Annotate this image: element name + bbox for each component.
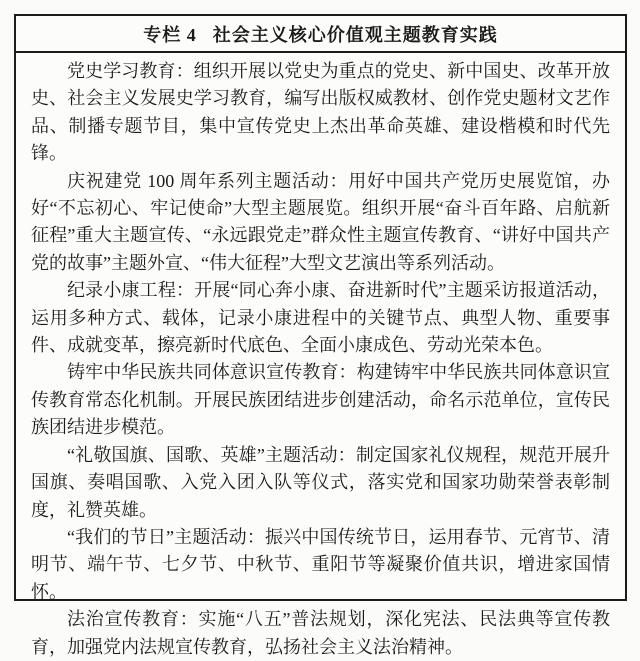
column-body	[16, 53, 625, 661]
paragraph-law-publicity-education: 法治宣传教育：实施“八五”普法规划，深化宪法、民法典等宣传教育，加强党内法规宣传教育，弘扬社会主义法治精神。	[31, 609, 610, 657]
column-label: 专栏 4	[143, 24, 197, 45]
column-box	[14, 14, 627, 657]
column-header	[16, 16, 625, 53]
column-title: 社会主义核心价值观主题教育实践	[212, 24, 498, 45]
paragraph-our-festivals-activities: “我们的节日”主题活动：振兴中国传统节日，运用春节、元宵节、清明节、端午节、七夕节、中秋节、重阳节等凝聚价值共识，增进家国情怀。	[31, 526, 610, 602]
paragraph-party-history-education: 党史学习教育：组织开展以党史为重点的党史、新中国史、改革开放史、社会主义发展史学习教育，编写出版权威教材、创作党史题材文艺作品、制播专题节目，集中宣传党史上杰出革命英雄、建设楷模和时代先锋。	[31, 61, 610, 164]
paragraph-flag-anthem-heroes-activities: “礼敬国旗、国歌、英雄”主题活动：制定国家礼仪规程，规范开展升国旗、奏唱国歌、入党入团入队等仪式，落实党和国家功勋荣誉表彰制度，礼赞英雄。	[31, 444, 610, 520]
paragraph-ethnic-unity-education: 铸牢中华民族共同体意识宣传教育：构建铸牢中华民族共同体意识宣传教育常态化机制。开展民族团结进步创建活动，命名示范单位，宣传民族团结进步模范。	[31, 362, 610, 438]
paragraph-centenary-theme-activities: 庆祝建党 100 周年系列主题活动：用好中国共产党历史展览馆，办好“不忘初心、牢记使命”大型主题展览。组织开展“奋斗百年路、启航新征程”重大主题宣传、“永远跟党走”群众性主题宣传教育、“讲好中国共产党的故事”主题外宣、“伟大征程”大型文艺演出等系列活动。	[31, 170, 610, 273]
paragraph-xiaokang-documentary-project: 纪录小康工程：开展“同心奔小康、奋进新时代”主题采访报道活动，运用多种方式、载体，记录小康进程中的关键节点、典型人物、重要事件、成就变革，擦亮新时代底色、全面小康成色、劳动光荣本色。	[31, 280, 610, 356]
